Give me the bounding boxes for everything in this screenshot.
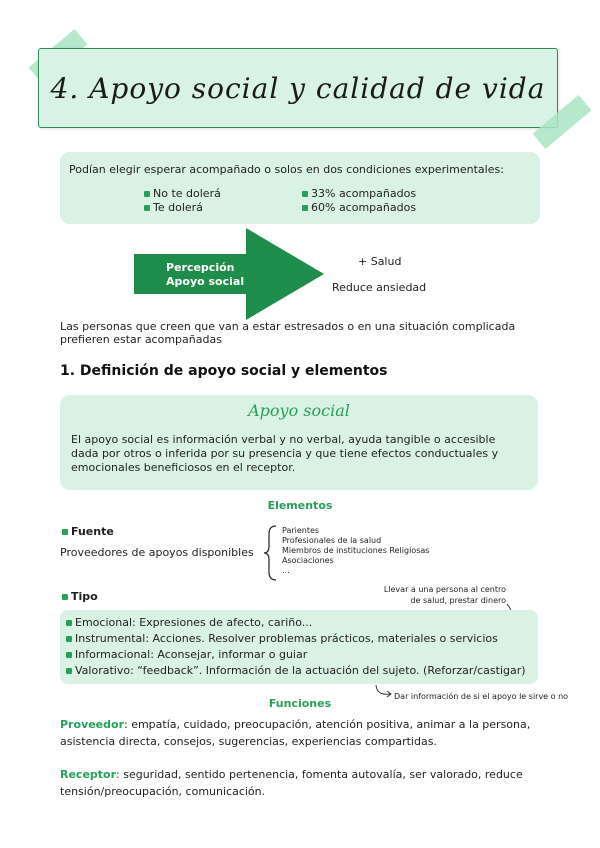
list-item: Valorativo: “feedback”. Información de la actuación del sujeto. (Reforzar/castigar) xyxy=(66,663,526,679)
condition-item: No te dolerá xyxy=(144,187,221,200)
functions-heading: Funciones xyxy=(268,697,332,710)
arrow-label: Percepción Apoyo social xyxy=(166,261,245,288)
fuente-description: Proveedores de apoyos disponibles xyxy=(60,546,254,559)
list-item: ... xyxy=(282,566,290,575)
bullet-icon xyxy=(144,191,150,197)
list-item: Asociaciones xyxy=(282,556,334,565)
tipo-label: Tipo xyxy=(62,590,98,603)
bullet-icon xyxy=(62,529,68,535)
definition-text: El apoyo social es información verbal y no verbal, ayuda tangible o accesible dada por otros o inferida por su presencia y que tiene efectos conductuales y emocionales beneficiosos en el receptor. xyxy=(71,433,499,474)
receptor-label: Receptor xyxy=(60,768,117,781)
effect-anxiety: Reduce ansiedad xyxy=(332,281,427,294)
proveedor-label: Proveedor xyxy=(60,718,124,731)
list-item: Emocional: Expresiones de afecto, cariño... xyxy=(66,615,526,631)
title-box xyxy=(38,48,558,128)
elements-heading: Elementos xyxy=(267,499,333,512)
note-paragraph: Las personas que creen que van a estar estresados o en una situación complicada prefieren estar acompañadas xyxy=(60,320,516,346)
list-item: Parientes xyxy=(282,526,320,535)
bullet-icon xyxy=(62,594,68,600)
bullet-icon xyxy=(66,668,72,674)
bullet-icon xyxy=(66,652,72,658)
tipo-annotation: Llevar a una persona al centro de salud, prestar dinero xyxy=(383,585,506,605)
list-item: Instrumental: Acciones. Resolver problemas prácticos, materiales o servicios xyxy=(66,631,526,647)
effect-health: + Salud xyxy=(358,255,402,268)
proveedor-paragraph: Proveedor: empatía, cuidado, preocupación, atención positiva, animar a la persona, asistencia directa, consejos, sugerencias, experiencias compartidas. xyxy=(60,718,531,748)
bullet-icon xyxy=(66,636,72,642)
list-item: Profesionales de la salud xyxy=(282,536,382,545)
tipo-panel xyxy=(60,610,538,684)
experiment-intro: Podían elegir esperar acompañado o solos en dos condiciones experimentales: xyxy=(69,163,504,176)
bullet-icon xyxy=(66,620,72,626)
fuente-list xyxy=(282,526,429,576)
definition-title: Apoyo social xyxy=(248,401,350,420)
condition-item: Te dolerá xyxy=(144,201,203,214)
definition-panel xyxy=(60,395,538,490)
section-heading: 1. Definición de apoyo social y elementos xyxy=(60,363,388,379)
bullet-icon xyxy=(302,191,308,197)
tipo-list xyxy=(66,615,526,679)
bullet-icon xyxy=(144,205,150,211)
valorativo-annotation: Dar información de si el apoyo le sirve o no xyxy=(394,692,569,701)
result-item: 60% acompañados xyxy=(302,201,416,214)
fuente-label: Fuente xyxy=(62,525,114,538)
bullet-icon xyxy=(302,205,308,211)
experiment-panel xyxy=(60,152,540,224)
page-title: 4. Apoyo social y calidad de vida xyxy=(50,71,546,105)
receptor-paragraph: Receptor: seguridad, sentido pertenencia, fomenta autovalía, ser valorado, reduce tensión/preocupación, comunicación. xyxy=(60,768,523,798)
result-item: 33% acompañados xyxy=(302,187,416,200)
brace-shape xyxy=(262,524,278,582)
list-item: Informacional: Aconsejar, informar o guiar xyxy=(66,647,526,663)
list-item: Miembros de instituciones Religiosas xyxy=(282,546,430,555)
